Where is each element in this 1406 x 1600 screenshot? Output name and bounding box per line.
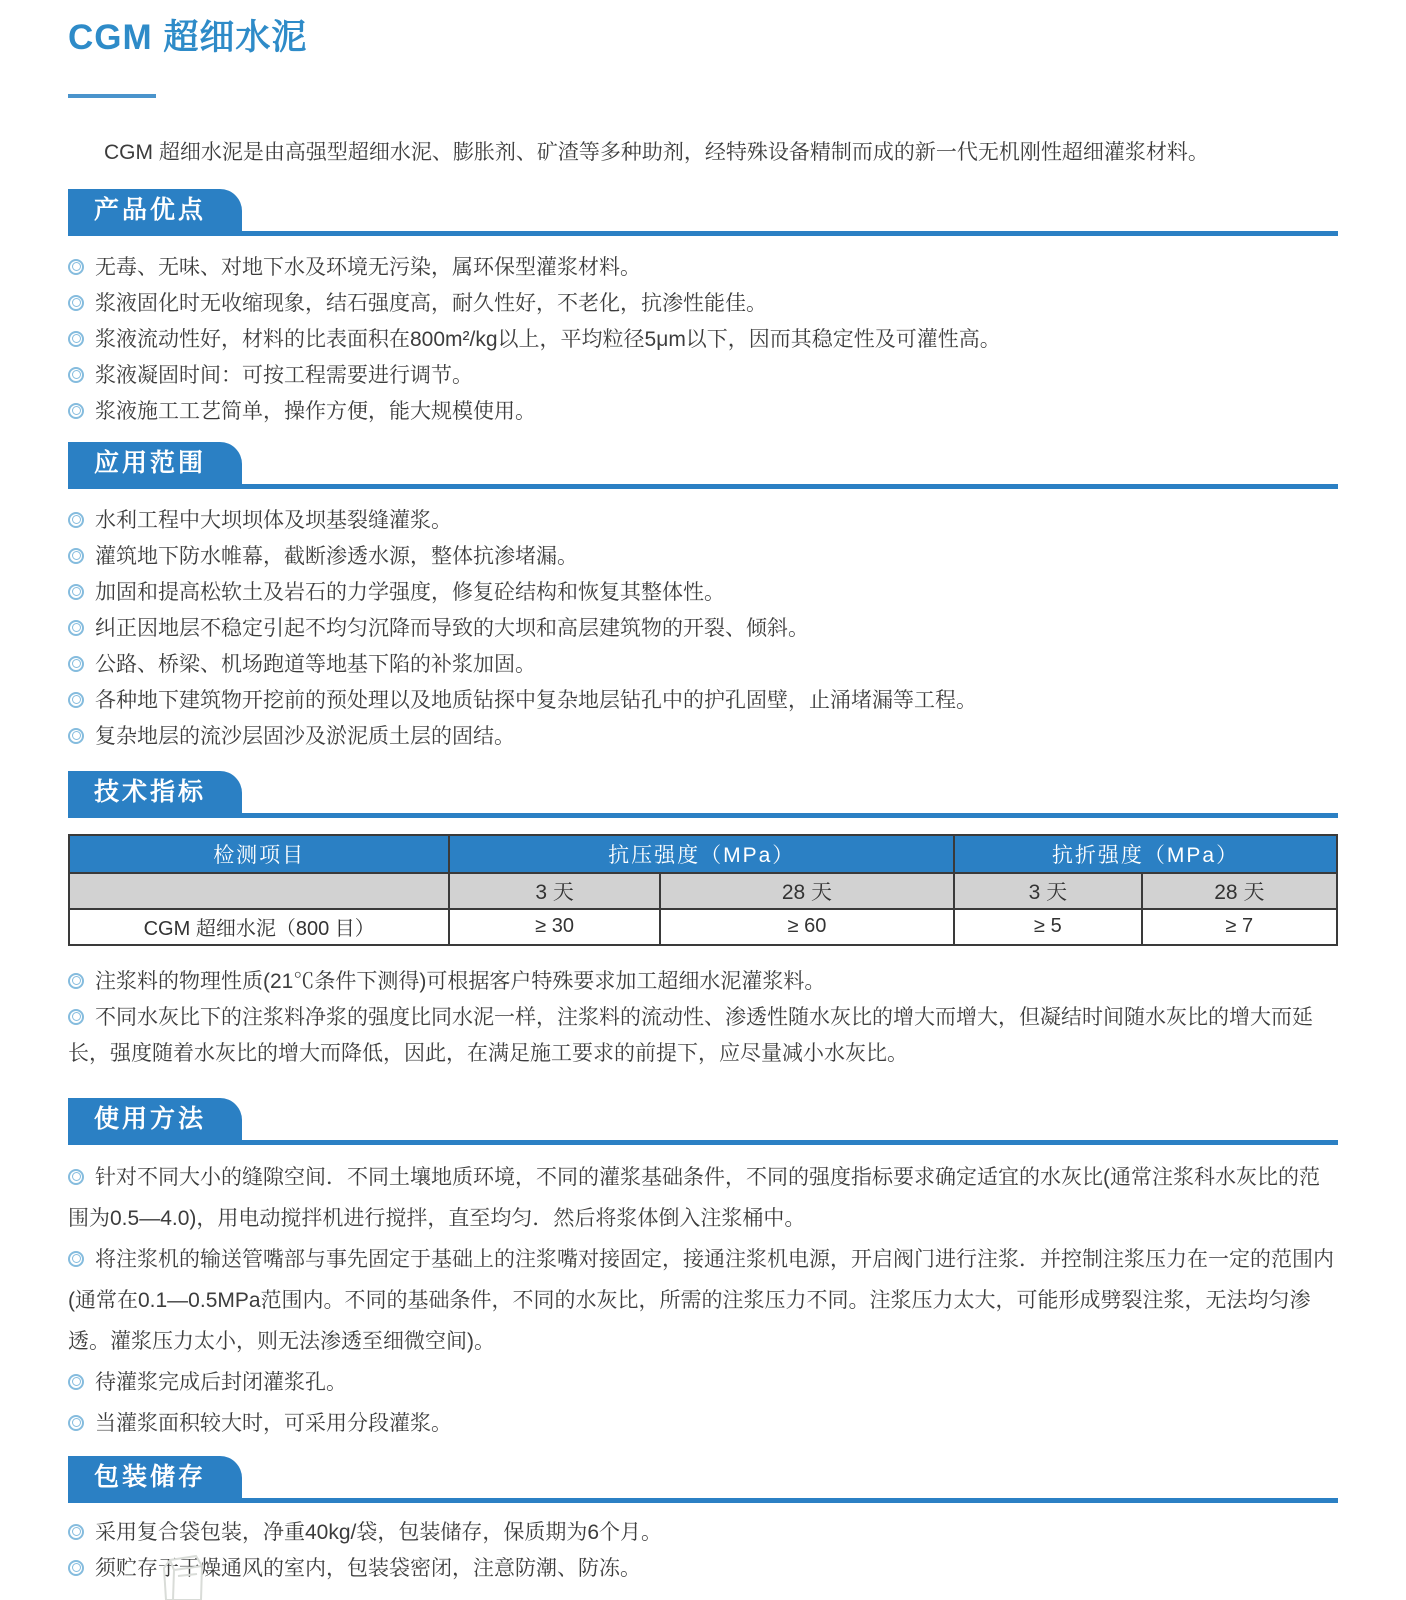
list-item [68,1362,1338,1403]
section-heading-label: 产品优点 [94,195,207,224]
section-head-rule [68,189,1338,236]
bullseye-bullet-icon [68,1524,84,1540]
list-item [68,1403,1338,1444]
bullet-text: 浆液凝固时间：可按工程需要进行调节。 [95,363,473,387]
bullet-text: 当灌浆面积较大时，可采用分段灌浆。 [95,1411,452,1435]
bullet-text: 针对不同大小的缝隙空间．不同土壤地质环境，不同的灌浆基础条件，不同的强度指标要求确定适宜的水灰比(通常注浆科水灰比的范围为0.5—4.0)，用电动搅拌机进行搅拌，直至均匀．然后将浆体倒入注浆桶中。 [68,1165,1320,1230]
section-application-scope [68,442,1338,755]
technical-specs-table [68,834,1338,946]
table-header-row [69,835,1337,873]
section-heading-label: 技术指标 [94,777,207,806]
section-usage-method [68,1098,1338,1444]
cement-bag-watermark-icon [142,1552,224,1600]
table-subheader-row [69,873,1337,909]
bullet-text: 水利工程中大坝坝体及坝基裂缝灌浆。 [95,508,452,532]
bullseye-bullet-icon [68,728,84,744]
bullseye-bullet-icon [68,584,84,600]
list-item [68,322,1338,358]
bullet-text: 纠正因地层不稳定引起不均匀沉降而导致的大坝和高层建筑物的开裂、倾斜。 [95,616,809,640]
bullseye-bullet-icon [68,331,84,347]
list-item [68,611,1338,647]
bullseye-bullet-icon [68,692,84,708]
list-item [68,1000,1338,1072]
list-item [68,358,1338,394]
table-data-row [69,909,1337,945]
section-heading-label: 包装储存 [94,1462,207,1491]
section-tab-application-scope [68,442,242,484]
col-header-flexural-strength: 抗折强度（MPa） [954,835,1337,873]
section-heading-label: 应用范围 [94,448,207,477]
section-tab-product-advantages [68,189,242,231]
bullet-text: 加固和提高松软土及岩石的力学强度，修复砼结构和恢复其整体性。 [95,580,725,604]
bullseye-bullet-icon [68,512,84,528]
bullseye-bullet-icon [68,367,84,383]
bullet-text: 须贮存于干燥通风的室内，包装袋密闭，注意防潮、防冻。 [95,1556,641,1580]
bullet-list-applications [68,503,1338,755]
bullseye-bullet-icon [68,620,84,636]
subheader-flexural-28d: 28 天 [1142,873,1337,909]
list-item [68,647,1338,683]
bullet-text: 将注浆机的输送管嘴部与事先固定于基础上的注浆嘴对接固定，接通注浆机电源，开启阀门进行注浆．并控制注浆压力在一定的范围内(通常在0.1—0.5MPa范围内。不同的基础条件，不同的水灰比，所需的注浆压力不同。注浆压力太大，可能形成劈裂注浆，无法均匀渗透。灌浆压力太小，则无法渗透至细微空间)。 [68,1247,1334,1353]
value-compressive-3d: ≥ 30 [449,909,659,945]
bullseye-bullet-icon [68,403,84,419]
subheader-compressive-28d: 28 天 [660,873,954,909]
bullet-list-technical-notes [68,964,1338,1072]
bullseye-bullet-icon [68,656,84,672]
bullet-text: 浆液固化时无收缩现象，结石强度高，耐久性好，不老化，抗渗性能佳。 [95,291,767,315]
bullseye-bullet-icon [68,973,84,989]
bullet-text: 无毒、无味、对地下水及环境无污染，属环保型灌浆材料。 [95,255,641,279]
bullet-list-advantages [68,250,1338,430]
section-head-rule [68,1456,1338,1503]
list-item [68,539,1338,575]
list-item [68,394,1338,430]
bullseye-bullet-icon [68,1169,84,1185]
section-head-rule [68,1098,1338,1145]
section-tab-technical-specs [68,771,242,813]
section-head-rule [68,771,1338,818]
bullet-text: 浆液施工工艺简单，操作方便，能大规模使用。 [95,399,536,423]
bullet-text: 待灌浆完成后封闭灌浆孔。 [95,1370,347,1394]
bullet-text: 复杂地层的流沙层固沙及淤泥质土层的固结。 [95,724,515,748]
list-item [68,286,1338,322]
subheader-empty-cell [69,873,449,909]
bullet-text: 灌筑地下防水帷幕，截断渗透水源，整体抗渗堵漏。 [95,544,578,568]
subheader-flexural-3d: 3 天 [954,873,1142,909]
product-name-cell: CGM 超细水泥（800 目） [69,909,449,945]
list-item [68,1551,1338,1587]
list-item [68,1157,1338,1239]
bullet-list-packaging [68,1515,1338,1587]
value-compressive-28d: ≥ 60 [660,909,954,945]
bullseye-bullet-icon [68,259,84,275]
section-tab-packaging-storage [68,1456,242,1498]
page-title: CGM 超细水泥 [68,18,308,57]
bullseye-bullet-icon [68,548,84,564]
list-item [68,503,1338,539]
bullseye-bullet-icon [68,1009,84,1025]
list-item [68,719,1338,755]
title-underline [68,94,156,98]
bullet-text: 浆液流动性好，材料的比表面积在800m²/kg以上，平均粒径5μm以下，因而其稳定性及可灌性高。 [95,327,1001,351]
list-item [68,1515,1338,1551]
section-packaging-storage [68,1456,1338,1587]
value-flexural-3d: ≥ 5 [954,909,1142,945]
bullseye-bullet-icon [68,295,84,311]
list-item [68,683,1338,719]
bullseye-bullet-icon [68,1251,84,1267]
bullet-text: 不同水灰比下的注浆料净浆的强度比同水泥一样，注浆料的流动性、渗透性随水灰比的增大而增大，但凝结时间随水灰比的增大而延长，强度随着水灰比的增大而降低，因此，在满足施工要求的前提下，应尽量减小水灰比。 [68,1005,1313,1065]
bullet-text: 注浆料的物理性质(21℃条件下测得)可根据客户特殊要求加工超细水泥灌浆料。 [95,969,826,993]
bullet-text: 采用复合袋包装，净重40kg/袋，包装储存，保质期为6个月。 [95,1520,663,1544]
list-item [68,575,1338,611]
section-head-rule [68,442,1338,489]
section-product-advantages [68,189,1338,430]
list-item [68,250,1338,286]
list-item [68,1239,1338,1362]
bullseye-bullet-icon [68,1374,84,1390]
section-technical-specs [68,771,1338,1072]
col-header-test-item: 检测项目 [69,835,449,873]
bullseye-bullet-icon [68,1415,84,1431]
section-heading-label: 使用方法 [94,1104,207,1133]
value-flexural-28d: ≥ 7 [1142,909,1337,945]
col-header-compressive-strength: 抗压强度（MPa） [449,835,954,873]
bullet-text: 各种地下建筑物开挖前的预处理以及地质钻探中复杂地层钻孔中的护孔固壁，止涌堵漏等工程。 [95,688,977,712]
intro-paragraph: CGM 超细水泥是由高强型超细水泥、膨胀剂、矿渣等多种助剂，经特殊设备精制而成的新一代无机刚性超细灌浆材料。 [104,140,1209,164]
bullet-text: 公路、桥梁、机场跑道等地基下陷的补浆加固。 [95,652,536,676]
bullseye-bullet-icon [68,1560,84,1576]
list-item [68,964,1338,1000]
section-tab-usage-method [68,1098,242,1140]
subheader-compressive-3d: 3 天 [449,873,659,909]
bullet-list-usage [68,1157,1338,1444]
